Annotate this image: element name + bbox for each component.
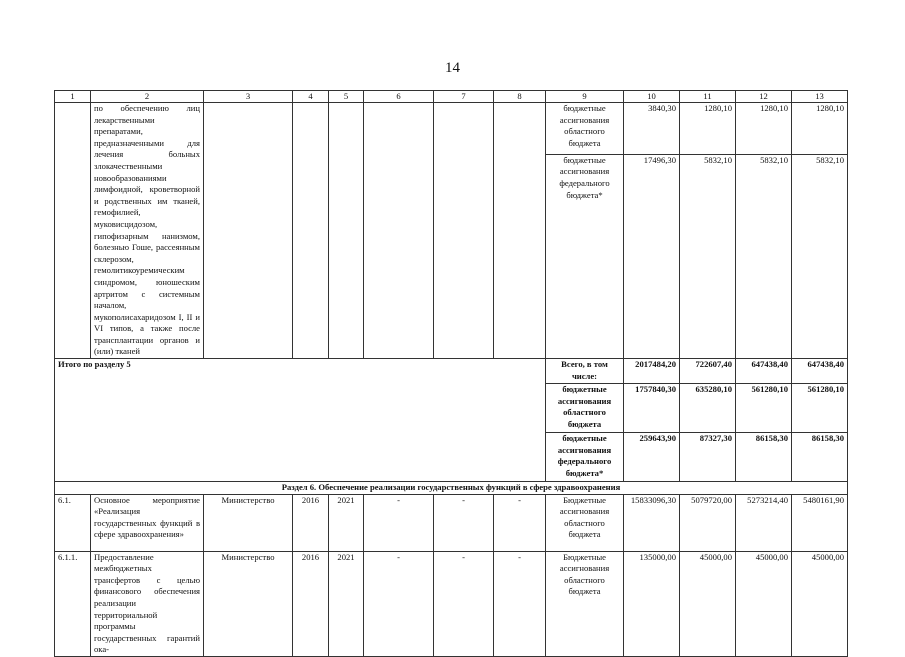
column-7-value: - <box>434 494 494 551</box>
funding-year-3: 5832,10 <box>792 154 848 358</box>
column-7-value: - <box>434 551 494 656</box>
column-number: 3 <box>204 91 293 103</box>
table-row <box>55 494 848 551</box>
column-number: 1 <box>55 91 91 103</box>
column-number: 10 <box>624 91 680 103</box>
funding-year-3: 86158,30 <box>792 433 848 482</box>
funding-year-2: 647438,40 <box>736 359 792 384</box>
start-year: 2016 <box>293 494 329 551</box>
funding-year-1: 45000,00 <box>680 551 736 656</box>
funding-source: бюджетные ассигнования областного бюджета <box>546 384 624 433</box>
funding-source: Бюджетные ассигнования областного бюджета <box>546 494 624 551</box>
measure-description: по обеспечению лиц лекарственными препаратами, предназначенными для лечения больных злокачественными новообразованиями лимфоидной, кроветворной и родственных им тканей, гемофилией, муковисцидозом, гипофизарным нанизмом, болезнью Гоше, рассеянным склерозом, гемолитикоуремическим синдромом, юношеским артритом с системным началом, мукополисахаридозом I, II и VI типов, а также после трансплантации органов и (или) тканей <box>91 103 204 359</box>
funding-year-1: 722607,40 <box>680 359 736 384</box>
funding-year-1: 87327,30 <box>680 433 736 482</box>
column-8-value: - <box>494 494 546 551</box>
executor: Министерство <box>204 494 293 551</box>
column-number: 12 <box>736 91 792 103</box>
end-year: 2021 <box>329 551 364 656</box>
column-number: 5 <box>329 91 364 103</box>
column-number: 6 <box>364 91 434 103</box>
column-7-cell <box>434 103 494 359</box>
start-year: 2016 <box>293 551 329 656</box>
executor: Министерство <box>204 551 293 656</box>
funding-source: бюджетные ассигнования федерального бюджета* <box>546 433 624 482</box>
program-table <box>54 90 848 657</box>
funding-year-2: 561280,10 <box>736 384 792 433</box>
funding-year-3: 561280,10 <box>792 384 848 433</box>
funding-year-3: 647438,40 <box>792 359 848 384</box>
section-title: Раздел 6. Обеспечение реализации государственных функций в сфере здравоохранения <box>55 482 848 495</box>
funding-total: 15833096,30 <box>624 494 680 551</box>
funding-year-1: 635280,10 <box>680 384 736 433</box>
funding-total: 2017484,20 <box>624 359 680 384</box>
column-6-cell <box>364 103 434 359</box>
measure-description: Предоставление межбюджетных трансфертов с целью финансового обеспечения реализации территориальной программы государственных гарантий ока- <box>91 551 204 656</box>
funding-year-3: 1280,10 <box>792 103 848 155</box>
end-year-cell <box>329 103 364 359</box>
funding-year-2: 86158,30 <box>736 433 792 482</box>
column-8-cell <box>494 103 546 359</box>
funding-year-1: 5079720,00 <box>680 494 736 551</box>
start-year-cell <box>293 103 329 359</box>
funding-total: 1757840,30 <box>624 384 680 433</box>
funding-total: 135000,00 <box>624 551 680 656</box>
funding-source: бюджетные ассигнования федерального бюджета* <box>546 154 624 358</box>
table-row <box>55 551 848 656</box>
funding-source: Всего, в том числе: <box>546 359 624 384</box>
column-6-value: - <box>364 551 434 656</box>
funding-year-3: 45000,00 <box>792 551 848 656</box>
column-number: 4 <box>293 91 329 103</box>
funding-year-2: 45000,00 <box>736 551 792 656</box>
table-row <box>55 103 848 155</box>
row-number: 6.1.1. <box>55 551 91 656</box>
row-number: 6.1. <box>55 494 91 551</box>
column-number-row <box>55 91 848 103</box>
executor-cell <box>204 103 293 359</box>
funding-total: 17496,30 <box>624 154 680 358</box>
column-number: 9 <box>546 91 624 103</box>
funding-year-1: 1280,10 <box>680 103 736 155</box>
section-total-row <box>55 359 848 384</box>
funding-year-3: 5480161,90 <box>792 494 848 551</box>
column-number: 8 <box>494 91 546 103</box>
column-number: 7 <box>434 91 494 103</box>
section-total-label: Итого по разделу 5 <box>55 359 546 482</box>
funding-source: бюджетные ассигнования областного бюджета <box>546 103 624 155</box>
column-8-value: - <box>494 551 546 656</box>
funding-year-2: 5832,10 <box>736 154 792 358</box>
funding-source: Бюджетные ассигнования областного бюджета <box>546 551 624 656</box>
measure-description: Основное мероприятие «Реализация государственных функций в сфере здравоохранения» <box>91 494 204 551</box>
funding-total: 3840,30 <box>624 103 680 155</box>
section-heading-row <box>55 482 848 495</box>
row-number-cell <box>55 103 91 359</box>
column-number: 11 <box>680 91 736 103</box>
column-number: 2 <box>91 91 204 103</box>
column-number: 13 <box>792 91 848 103</box>
funding-year-2: 1280,10 <box>736 103 792 155</box>
funding-year-2: 5273214,40 <box>736 494 792 551</box>
page-number: 14 <box>445 60 460 76</box>
funding-year-1: 5832,10 <box>680 154 736 358</box>
funding-total: 259643,90 <box>624 433 680 482</box>
column-6-value: - <box>364 494 434 551</box>
end-year: 2021 <box>329 494 364 551</box>
